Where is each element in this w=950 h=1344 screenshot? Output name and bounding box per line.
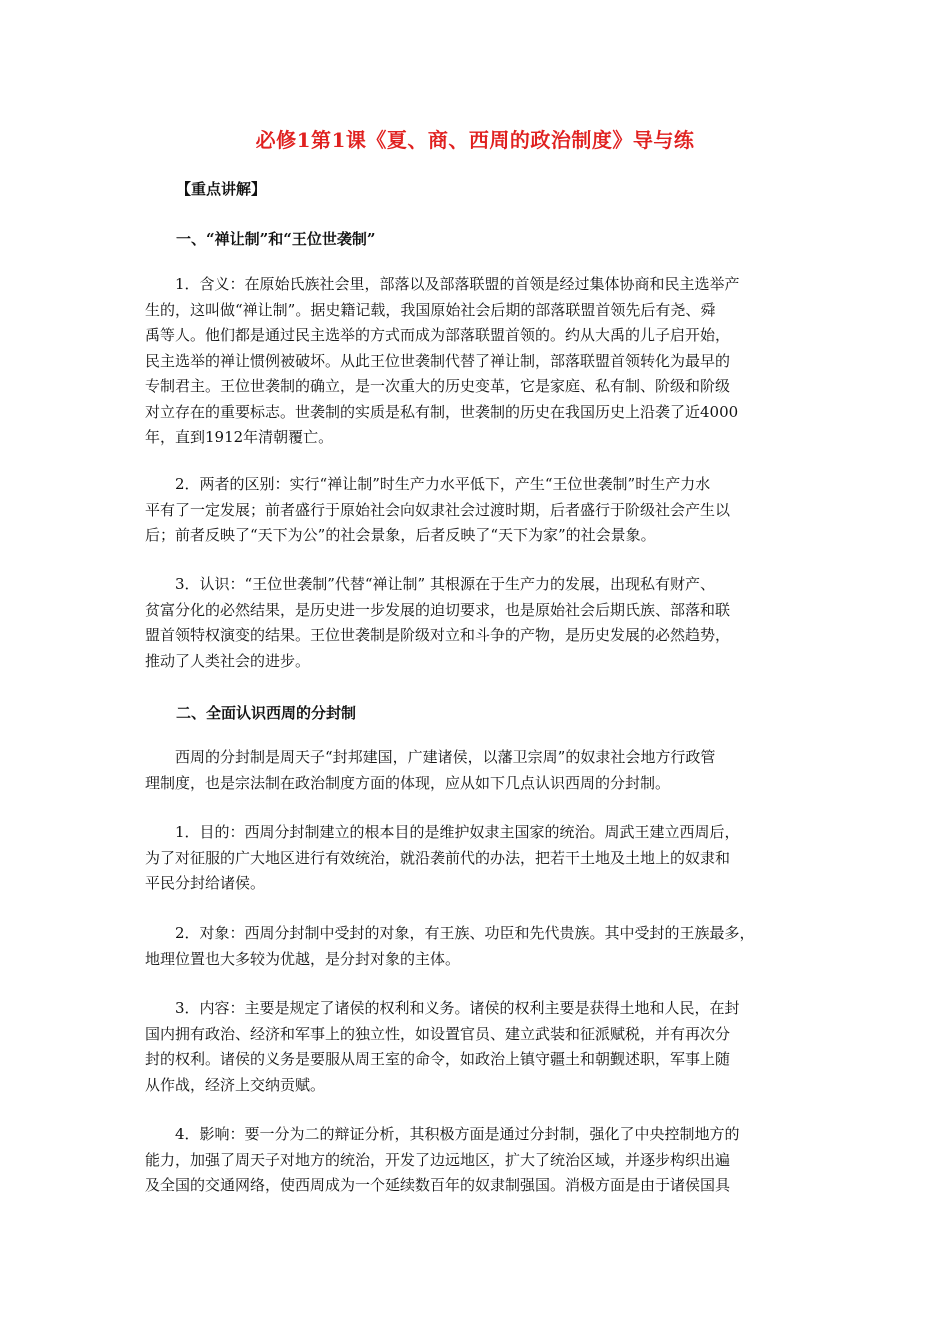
paragraph-line: 禹等人。他们都是通过民主选举的方式而成为部落联盟首领的。约从大禹的儿子启开始， (145, 326, 731, 344)
paragraph-line: 对立存在的重要标志。世袭制的实质是私有制，世袭制的历史在我国历史上沿袭了近4000 (145, 402, 739, 421)
section-heading-2: 二、全面认识西周的分封制 (176, 704, 357, 722)
paragraph-line: 国内拥有政治、经济和军事上的独立性，如设置官员、建立武装和征派赋税，并有再次分 (145, 1024, 731, 1043)
paragraph-line: 1．含义：在原始氏族社会里，部落以及部落联盟的首领是经过集体协商和民主选举产 (175, 275, 740, 293)
paragraph-6-objects (145, 921, 810, 972)
paragraph-7-content (145, 996, 810, 1098)
paragraph-line: 推动了人类社会的进步。 (145, 651, 311, 670)
paragraph-1-meaning (145, 272, 810, 451)
paragraph-line: 3．内容：主要是规定了诸侯的权利和义务。诸侯的权利主要是获得土地和人民，在封 (175, 999, 740, 1017)
section-label: 【重点讲解】 (176, 180, 267, 198)
paragraph-line: 能力，加强了周天子对地方的统治，开发了边远地区，扩大了统治区域，并逐步构织出遍 (145, 1150, 731, 1169)
paragraph-line: 西周的分封制是周天子“封邦建国，广建诸侯，以藩卫宗周”的奴隶社会地方行政管 (175, 748, 716, 766)
paragraph-line: 及全国的交通网络，使西周成为一个延续数百年的奴隶制强国。消极方面是由于诸侯国具 (145, 1176, 731, 1194)
section-heading-1: 一、“禅让制”和“王位世袭制” (176, 230, 376, 248)
paragraph-line: 2．两者的区别：实行“禅让制”时生产力水平低下，产生“王位世袭制”时生产力水 (175, 475, 711, 493)
paragraph-3-understanding (145, 572, 810, 674)
paragraph-line: 生的，这叫做“禅让制”。据史籍记载，我国原始社会后期的部落联盟首领先后有尧、舜 (145, 300, 716, 319)
paragraph-line: 平有了一定发展；前者盛行于原始社会向奴隶社会过渡时期，后者盛行于阶级社会产生以 (145, 500, 731, 519)
paragraph-line: 2．对象：西周分封制中受封的对象，有王族、功臣和先代贵族。其中受封的王族最多， (175, 924, 755, 942)
paragraph-5-purpose (145, 820, 810, 897)
paragraph-line: 贫富分化的必然结果，是历史进一步发展的迫切要求，也是原始社会后期氏族、部落和联 (145, 600, 731, 619)
paragraph-line: 年，直到1912年清朝覆亡。 (145, 428, 334, 446)
paragraph-2-difference (145, 472, 810, 549)
paragraph-line: 平民分封给诸侯。 (145, 874, 266, 892)
paragraph-line: 封的权利。诸侯的义务是要服从周王室的命令，如政治上镇守疆土和朝觐述职，军事上随 (145, 1050, 731, 1068)
paragraph-line: 民主选举的禅让惯例被破坏。从此王位世袭制代替了禅让制，部落联盟首领转化为最早的 (145, 351, 731, 370)
paragraph-line: 为了对征服的广大地区进行有效统治，就沿袭前代的办法，把若干土地及土地上的奴隶和 (145, 848, 731, 867)
paragraph-line: 地理位置也大多较为优越，是分封对象的主体。 (145, 949, 461, 968)
paragraph-line: 盟首领特权演变的结果。王位世袭制是阶级对立和斗争的产物，是历史发展的必然趋势， (145, 626, 731, 644)
paragraph-line: 专制君主。王位世袭制的确立，是一次重大的历史变革，它是家庭、私有制、阶级和阶级 (145, 377, 731, 395)
paragraph-line: 1．目的：西周分封制建立的根本目的是维护奴隶主国家的统治。周武王建立西周后， (175, 823, 740, 841)
paragraph-line: 4．影响：要一分为二的辩证分析，其积极方面是通过分封制，强化了中央控制地方的 (175, 1125, 740, 1143)
paragraph-8-impact (145, 1122, 810, 1199)
paragraph-line: 从作战，经济上交纳贡赋。 (145, 1075, 326, 1094)
paragraph-line: 后；前者反映了“天下为公”的社会景象，后者反映了“天下为家”的社会景象。 (145, 526, 656, 544)
paragraph-line: 理制度，也是宗法制在政治制度方面的体现，应从如下几点认识西周的分封制。 (145, 773, 671, 792)
paragraph-line: 3．认识：“王位世袭制”代替“禅让制” 其根源在于生产力的发展，出现私有财产、 (175, 575, 715, 593)
paragraph-4-intro (145, 745, 810, 796)
page-title: 必修1第1课《夏、商、西周的政治制度》导与练 (255, 128, 695, 152)
